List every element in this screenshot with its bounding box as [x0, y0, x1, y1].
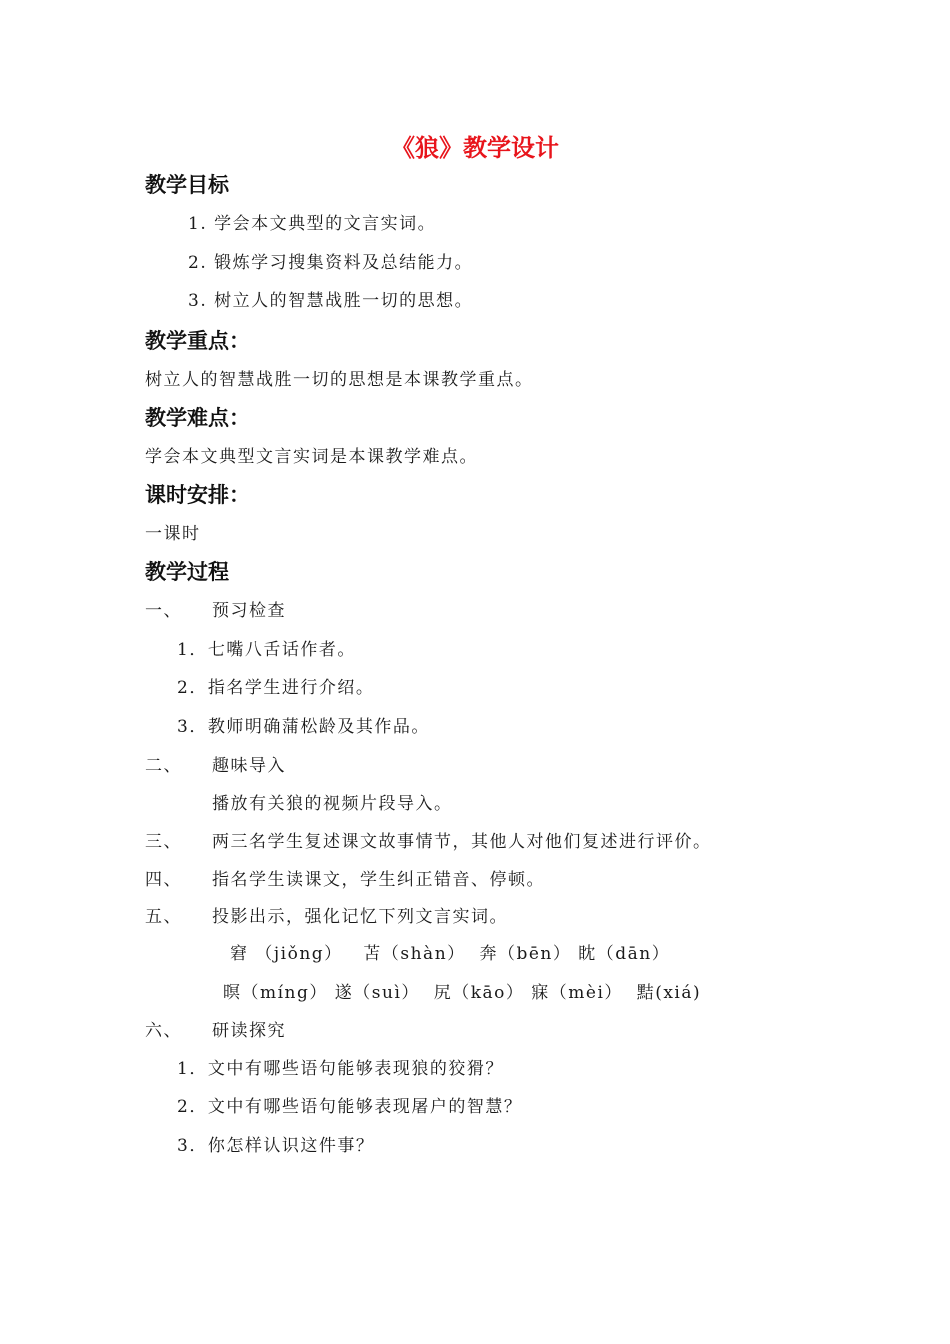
- process-heading: 教学过程: [145, 560, 229, 584]
- step-item: 3．你怎样认识这件事？: [177, 1136, 375, 1156]
- step-label: 趣味导入: [212, 756, 286, 776]
- process-step: [145, 867, 545, 893]
- objective-item: 2. 锻炼学习搜集资料及总结能力。: [188, 253, 474, 273]
- step-number: 四、: [145, 870, 182, 890]
- process-step: [145, 598, 286, 624]
- vocab-line: 暝（míng） 遂（suì） 尻（kāo） 寐（mèi） 黠(xiá): [223, 983, 702, 1003]
- document-title: 《狼》教学设计: [391, 134, 559, 162]
- step-number: 一、: [145, 601, 182, 621]
- process-step: [145, 904, 508, 930]
- step-item: 2．文中有哪些语句能够表现屠户的智慧？: [177, 1097, 523, 1117]
- step-item: 1．文中有哪些语句能够表现狼的狡猾？: [177, 1059, 504, 1079]
- step-label: 指名学生读课文，学生纠正错音、停顿。: [212, 870, 545, 890]
- step-item: 1．七嘴八舌话作者。: [177, 640, 356, 660]
- schedule-text: 一课时: [145, 524, 201, 544]
- process-step: [145, 1018, 286, 1044]
- step-label: 两三名学生复述课文故事情节，其他人对他们复述进行评价。: [212, 832, 712, 852]
- step-label: 投影出示，强化记忆下列文言实词。: [212, 907, 508, 927]
- key-point-text: 树立人的智慧战胜一切的思想是本课教学重点。: [145, 370, 534, 390]
- difficulty-text: 学会本文典型文言实词是本课教学难点。: [145, 447, 478, 467]
- objectives-heading: 教学目标: [145, 173, 229, 197]
- process-step: [145, 829, 712, 855]
- step-number: 二、: [145, 756, 182, 776]
- step-number: 三、: [145, 832, 182, 852]
- step-item: 2．指名学生进行介绍。: [177, 678, 375, 698]
- process-step: [145, 753, 286, 779]
- difficulty-heading: 教学难点：: [145, 406, 250, 430]
- step-number: 六、: [145, 1021, 182, 1041]
- objective-item: 1. 学会本文典型的文言实词。: [188, 214, 437, 234]
- step-item: 3．教师明确蒲松龄及其作品。: [177, 717, 430, 737]
- objective-item: 3. 树立人的智慧战胜一切的思想。: [188, 291, 474, 311]
- schedule-heading: 课时安排：: [145, 483, 250, 507]
- step-number: 五、: [145, 907, 182, 927]
- step-label: 预习检查: [212, 601, 286, 621]
- key-point-heading: 教学重点：: [145, 329, 250, 353]
- vocab-line: 窘 （jiǒng） 苫（shàn） 奔（bēn） 眈（dān）: [230, 944, 671, 964]
- step-label: 研读探究: [212, 1021, 286, 1041]
- step-sub-text: 播放有关狼的视频片段导入。: [212, 794, 453, 814]
